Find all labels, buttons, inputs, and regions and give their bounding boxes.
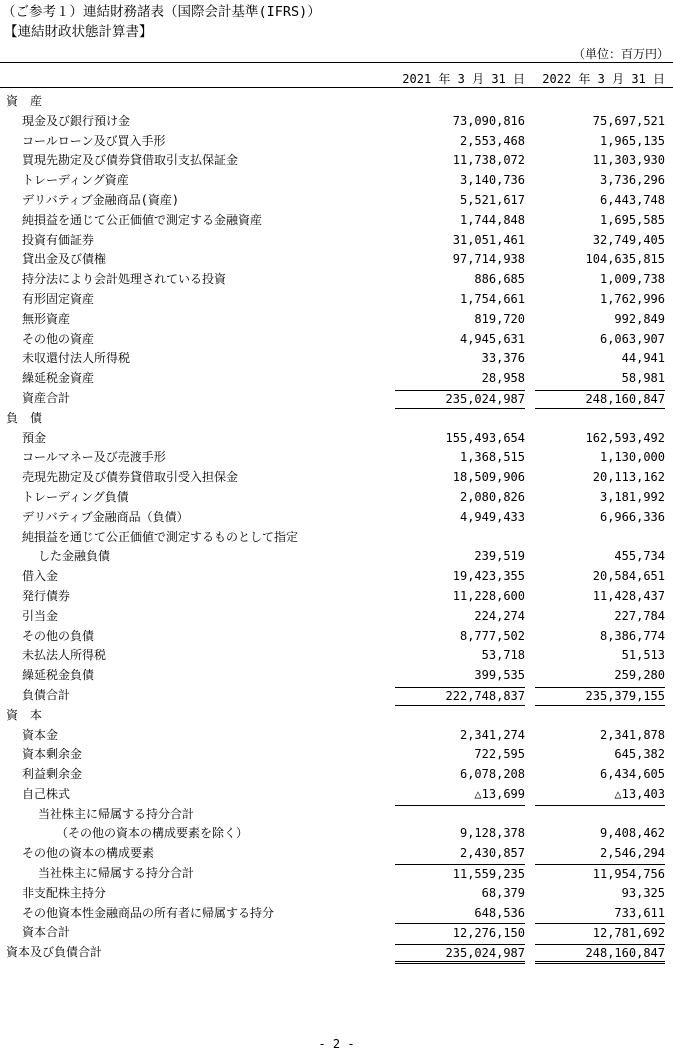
table-row xyxy=(0,349,673,369)
table-row xyxy=(0,211,673,231)
table-row xyxy=(0,666,673,686)
table-row xyxy=(0,191,673,211)
value-2022: 455,734 xyxy=(614,549,665,564)
table-row xyxy=(0,547,673,567)
value-2021: 31,051,461 xyxy=(452,232,525,247)
row-label: 引当金 xyxy=(22,608,59,623)
value-2021: 2,080,826 xyxy=(459,489,525,504)
table-row xyxy=(0,468,673,488)
row-label: 資 本 xyxy=(6,707,43,722)
table-row xyxy=(0,528,673,548)
value-2021: 886,685 xyxy=(474,272,525,287)
value-2021: 1,368,515 xyxy=(459,450,525,465)
value-2022: 6,063,907 xyxy=(599,331,665,346)
value-2022: 2,341,878 xyxy=(599,727,665,742)
table-row xyxy=(0,627,673,647)
value-2021: 3,140,736 xyxy=(459,173,525,188)
row-label: トレーディング資産 xyxy=(22,173,129,188)
row-label: トレーディング負債 xyxy=(22,489,129,504)
row-label: 借入金 xyxy=(22,569,59,584)
table-row xyxy=(0,171,673,191)
value-2022: 11,428,437 xyxy=(592,588,665,603)
table-row xyxy=(0,92,673,112)
value-2021: 11,559,235 xyxy=(395,864,525,885)
value-2021: 33,376 xyxy=(481,351,525,366)
row-label: 利益剰余金 xyxy=(22,767,83,782)
table-row xyxy=(0,884,673,904)
value-2021: 235,024,987 xyxy=(395,390,525,409)
table-row xyxy=(0,646,673,666)
table-row xyxy=(0,567,673,587)
value-2021: 239,519 xyxy=(474,549,525,564)
value-2022: 1,965,135 xyxy=(599,133,665,148)
value-2022: 1,695,585 xyxy=(599,212,665,227)
row-label: 売現先勘定及び債券貸借取引受入担保金 xyxy=(22,470,239,485)
row-label: その他資本性金融商品の所有者に帰属する持分 xyxy=(22,905,275,920)
table-row xyxy=(0,785,673,805)
table-row xyxy=(0,923,673,943)
column-header-2022: 2022 年 3 月 31 日 xyxy=(542,72,665,86)
value-2022: 11,954,756 xyxy=(535,864,665,885)
value-2021: 53,718 xyxy=(481,648,525,663)
value-2022: 227,784 xyxy=(614,608,665,623)
row-label: 未払法人所得税 xyxy=(22,648,107,663)
table-row xyxy=(0,844,673,864)
value-2021: 97,714,938 xyxy=(452,252,525,267)
row-label: 未収還付法人所得税 xyxy=(22,351,131,366)
statement-title: 【連結財政状態計算書】 xyxy=(4,24,153,40)
value-2021: 1,754,661 xyxy=(459,291,525,306)
row-label: 資本及び負債合計 xyxy=(6,945,103,960)
value-2021: 648,536 xyxy=(474,905,525,920)
table-row xyxy=(0,706,673,726)
table-row xyxy=(0,726,673,746)
table-row xyxy=(0,864,673,884)
column-header-2021: 2021 年 3 月 31 日 xyxy=(402,72,525,86)
value-2021: 4,945,631 xyxy=(459,331,525,346)
table-row xyxy=(0,112,673,132)
row-label: 貸出金及び債権 xyxy=(22,252,107,267)
table-row xyxy=(0,429,673,449)
value-2021: 12,276,150 xyxy=(395,923,525,944)
table-row xyxy=(0,587,673,607)
table-row xyxy=(0,231,673,251)
row-label: した金融負債 xyxy=(38,549,111,564)
row-label: 預金 xyxy=(22,430,47,445)
row-label: 投資有価証券 xyxy=(22,232,95,247)
value-2021: 11,228,600 xyxy=(452,588,525,603)
value-2021: 19,423,355 xyxy=(452,569,525,584)
value-2021: 11,738,072 xyxy=(452,153,525,168)
value-2022: 44,941 xyxy=(621,351,665,366)
table-row xyxy=(0,369,673,389)
value-2022: 3,181,992 xyxy=(599,489,665,504)
value-2022: 162,593,492 xyxy=(585,430,665,445)
value-2021: 155,493,654 xyxy=(445,430,525,445)
value-2021: 1,744,848 xyxy=(459,212,525,227)
value-2022: 1,009,738 xyxy=(599,272,665,287)
row-label: 資 産 xyxy=(6,94,43,108)
value-2022: 1,130,000 xyxy=(599,450,665,465)
value-2022: 6,434,605 xyxy=(599,767,665,782)
value-2022: 8,386,774 xyxy=(599,628,665,643)
value-2022: 248,160,847 xyxy=(535,944,665,964)
row-label: 負 債 xyxy=(6,410,43,425)
table-row xyxy=(0,765,673,785)
row-label: その他の負債 xyxy=(22,628,95,643)
value-2022: 6,443,748 xyxy=(599,192,665,207)
row-label: 当社株主に帰属する持分合計 xyxy=(38,866,195,881)
value-2021: 28,958 xyxy=(481,371,525,386)
table-row xyxy=(0,745,673,765)
unit-label: （単位：百万円） xyxy=(572,47,669,61)
value-2022: 2,546,294 xyxy=(599,846,665,861)
value-2022: 32,749,405 xyxy=(592,232,665,247)
value-2022: 93,325 xyxy=(621,885,665,900)
table-row xyxy=(0,290,673,310)
value-2022: 992,849 xyxy=(614,311,665,326)
row-label: 資本金 xyxy=(22,727,59,742)
table-row xyxy=(0,824,673,844)
row-label: 純損益を通じて公正価値で測定する金融資産 xyxy=(22,212,263,227)
row-label: デリバティブ金融商品（負債） xyxy=(22,509,189,524)
value-2021: 399,535 xyxy=(474,668,525,683)
row-label: コールローン及び買入手形 xyxy=(22,133,166,148)
row-label: 有形固定資産 xyxy=(22,291,95,306)
value-2021: 235,024,987 xyxy=(395,944,525,964)
value-2021: △13,699 xyxy=(474,786,525,801)
row-label: デリバティブ金融商品(資産) xyxy=(22,192,180,207)
value-2022: 51,513 xyxy=(621,648,665,663)
table-row xyxy=(0,448,673,468)
value-2022: 6,966,336 xyxy=(599,509,665,524)
row-label: 資本剰余金 xyxy=(22,747,83,762)
row-label: 純損益を通じて公正価値で測定するものとして指定 xyxy=(22,529,299,544)
value-2022: 1,762,996 xyxy=(599,291,665,306)
value-2022: △13,403 xyxy=(614,786,665,801)
table-row xyxy=(0,607,673,627)
value-2022: 645,382 xyxy=(614,747,665,762)
value-2022: 3,736,296 xyxy=(599,173,665,188)
header-bottom-rule xyxy=(0,87,673,88)
balance-sheet-table xyxy=(0,92,673,963)
value-2021: 73,090,816 xyxy=(452,113,525,128)
value-2022: 733,611 xyxy=(614,905,665,920)
table-row xyxy=(0,270,673,290)
table-row xyxy=(0,409,673,429)
value-2021: 819,720 xyxy=(474,311,525,326)
table-row xyxy=(0,389,673,409)
table-row xyxy=(0,132,673,152)
value-2021: 6,078,208 xyxy=(459,767,525,782)
row-label: 発行債券 xyxy=(22,588,71,603)
table-row xyxy=(0,943,673,963)
row-label: その他の資産 xyxy=(22,331,95,346)
row-label: その他の資本の構成要素 xyxy=(22,846,155,861)
value-2021: 4,949,433 xyxy=(459,509,525,524)
value-2021: 68,379 xyxy=(481,885,525,900)
document-title: （ご参考１）連結財務諸表（国際会計基準(IFRS)） xyxy=(2,4,321,20)
value-2022: 11,303,930 xyxy=(592,153,665,168)
value-2022: 12,781,692 xyxy=(535,923,665,944)
value-2021: 2,341,274 xyxy=(459,727,525,742)
table-row xyxy=(0,151,673,171)
value-2022: 9,408,462 xyxy=(599,826,665,841)
row-label: 資産合計 xyxy=(22,390,71,405)
value-2022: 58,981 xyxy=(621,371,665,386)
value-2022 xyxy=(535,805,665,806)
row-label: 負債合計 xyxy=(22,687,71,702)
value-2021: 2,553,468 xyxy=(459,133,525,148)
row-label: 持分法により会計処理されている投資 xyxy=(22,272,227,287)
table-row xyxy=(0,904,673,924)
table-row xyxy=(0,330,673,350)
value-2021: 5,521,617 xyxy=(459,192,525,207)
row-label: 資本合計 xyxy=(22,925,71,940)
page-number: - 2 - xyxy=(318,1037,355,1051)
row-label: （その他の資本の構成要素を除く） xyxy=(56,826,249,841)
row-label: 繰延税金資産 xyxy=(22,371,95,386)
value-2021: 722,595 xyxy=(474,747,525,762)
value-2022: 235,379,155 xyxy=(535,687,665,706)
table-row xyxy=(0,805,673,825)
value-2021 xyxy=(395,805,525,806)
row-label: 自己株式 xyxy=(22,786,71,801)
row-label: 買現先勘定及び債券貸借取引支払保証金 xyxy=(22,153,239,168)
row-label: 非支配株主持分 xyxy=(22,885,107,900)
value-2021: 222,748,837 xyxy=(395,687,525,706)
row-label: コールマネー及び売渡手形 xyxy=(22,450,166,465)
row-label: 繰延税金負債 xyxy=(22,668,95,683)
value-2021: 224,274 xyxy=(474,608,525,623)
value-2022: 259,280 xyxy=(614,668,665,683)
value-2021: 8,777,502 xyxy=(459,628,525,643)
value-2022: 104,635,815 xyxy=(585,252,665,267)
value-2021: 2,430,857 xyxy=(459,846,525,861)
row-label: 無形資産 xyxy=(22,311,71,326)
value-2022: 75,697,521 xyxy=(592,113,665,128)
value-2021: 18,509,906 xyxy=(452,470,525,485)
table-row xyxy=(0,508,673,528)
value-2021: 9,128,378 xyxy=(459,826,525,841)
table-row xyxy=(0,250,673,270)
header-top-rule xyxy=(0,62,673,63)
value-2022: 20,584,651 xyxy=(592,569,665,584)
table-row xyxy=(0,310,673,330)
row-label: 現金及び銀行預け金 xyxy=(22,113,131,128)
value-2022: 20,113,162 xyxy=(592,470,665,485)
table-row xyxy=(0,686,673,706)
row-label: 当社株主に帰属する持分合計 xyxy=(38,806,195,821)
table-row xyxy=(0,488,673,508)
value-2022: 248,160,847 xyxy=(535,390,665,409)
